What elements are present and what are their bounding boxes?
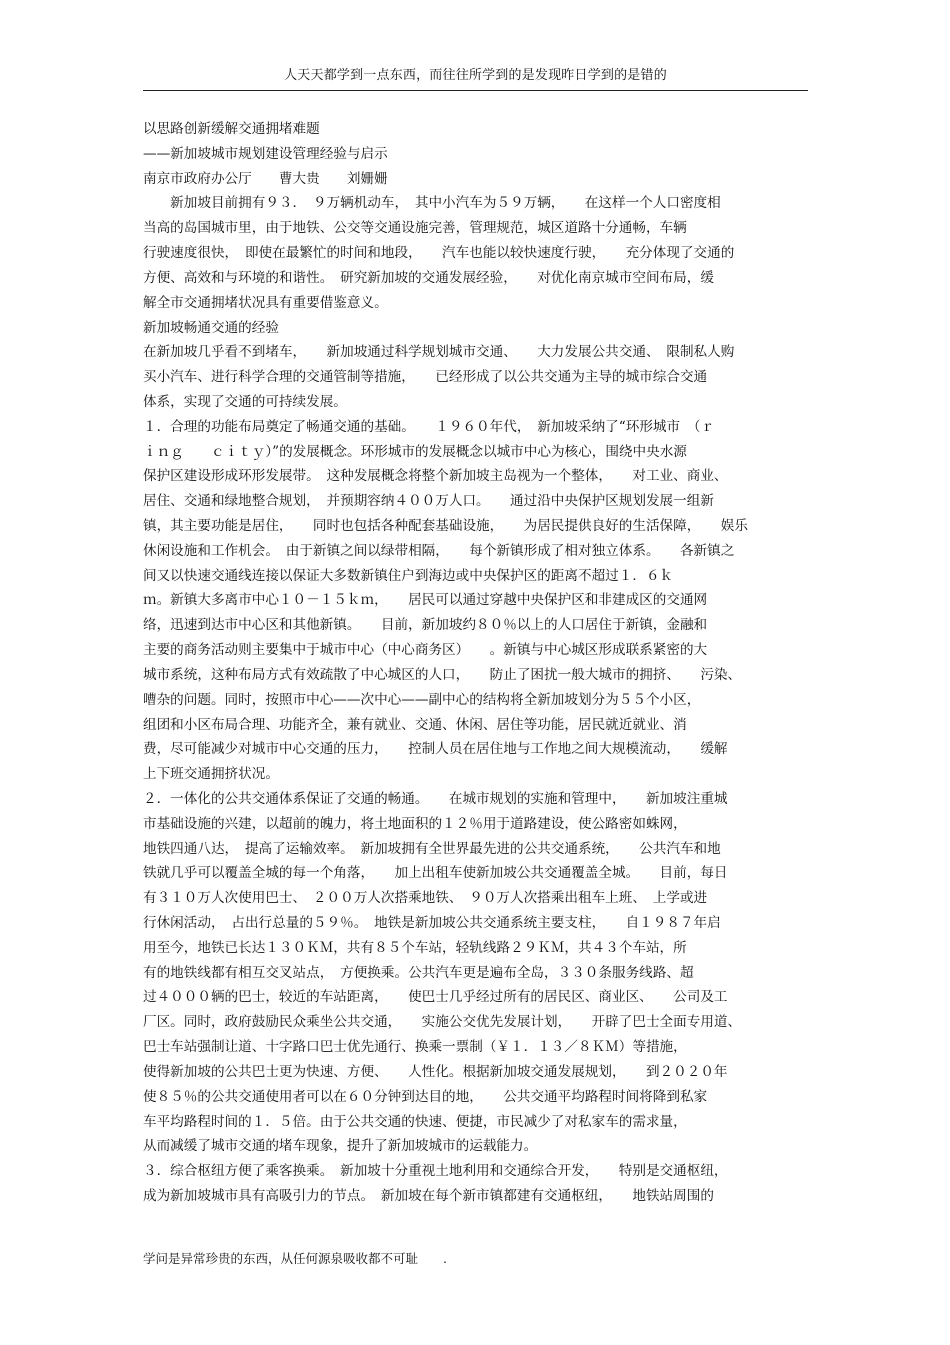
text-line: 过４０００辆的巴士，较近的车站距离， 使巴士几乎经过所有的居民区、商业区、 公司及工 — [143, 989, 728, 1006]
text-line: 休闲设施和工作机会。 由于新镇之间以绿带相隔， 每个新镇形成了相对独立体系。 各新镇之 — [143, 542, 735, 559]
text-line: 用至今，地铁已长达１３０ＫＭ，共有８５个车站，轻轨线路２９ＫＭ，共４３个车站，所 — [143, 939, 687, 956]
text-line: 方便、高效和与环境的和谐性。 研究新加坡的交通发展经验， 对优化南京城市空间布局，缓 — [143, 269, 714, 286]
text-line: 居住、交通和绿地整合规划， 并预期容纳４００万人口。 通过沿中央保护区规划发展一组新 — [143, 493, 714, 510]
text-line: ｍ。新镇大多离市中心１０－１５ｋｍ， 居民可以通过穿越中央保护区和非建成区的交通网 — [143, 592, 708, 609]
text-line: 行驶速度很快， 即使在最繁忙的时间和地段， 汽车也能以较快速度行驶， 充分体现了交通的 — [143, 245, 735, 262]
text-line: 费，尽可能减少对城市中心交通的压力， 控制人员在居住地与工作地之间大规模流动， 缓解 — [143, 741, 728, 758]
text-line: 行休闲活动， 占出行总量的５９％。 地铁是新加坡公共交通系统主要支柱， 自１９８７年启 — [143, 915, 721, 931]
text-line: 车平均路程时间的１．５倍。由于公共交通的快速、便捷，市民减少了对私家车的需求量， — [143, 1113, 687, 1130]
text-line: 厂区。同时，政府鼓励民众乘坐公共交通， 实施公交优先发展计划， 开辟了巴士全面专用道、 — [143, 1014, 742, 1031]
text-line: 地铁四通八达， 提高了运输效率。 新加坡拥有全世界最先进的公共交通系统， 公共汽车和地 — [143, 840, 721, 857]
text-line: 解全市交通拥堵状况具有重要借鉴意义。 — [143, 294, 388, 311]
text-line: ２．一体化的公共交通体系保证了交通的畅通。 在城市规划的实施和管理中， 新加坡注重城 — [143, 790, 728, 807]
text-line: 嘈杂的问题。同时，按照市中心——次中心——副中心的结构将全新加坡划分为５５个小区， — [143, 691, 701, 708]
header-divider — [143, 90, 808, 91]
text-line: 以思路创新缓解交通拥堵难题 — [143, 121, 320, 137]
text-line: 镇，其主要功能是居住， 同时也包括各种配套基础设施， 为居民提供良好的生活保障， 娱乐 — [143, 518, 748, 534]
text-line: 买小汽车、进行科学合理的交通管制等措施， 已经形成了以公共交通为主导的城市综合交通 — [143, 369, 708, 386]
text-line: 成为新加坡城市具有高吸引力的节点。 新加坡在每个新市镇都建有交通枢纽， 地铁站周围的 — [143, 1187, 714, 1204]
text-line: 络，迅速到达市中心区和其他新镇。 目前，新加坡约８０％以上的人口居住于新镇，金融和 — [143, 617, 708, 634]
page-footer: 学问是异常珍贵的东西，从任何源泉吸收都不可耻 . — [143, 1251, 447, 1266]
text-line: 当高的岛国城市里，由于地铁、公交等交通设施完善，管理规范，城区道路十分通畅，车辆 — [143, 220, 687, 237]
text-line: 新加坡畅通交通的经验 — [143, 319, 279, 336]
text-line: 市基础设施的兴建，以超前的魄力，将土地面积的１２％用于道路建设，使公路密如蛛网， — [143, 815, 687, 832]
text-line: 使得新加坡的公共巴士更为快速、方便、 人性化。根据新加坡交通发展规划， 到２０２０年 — [143, 1063, 728, 1080]
text-line: １．合理的功能布局奠定了畅通交通的基础。 １９６０年代， 新加坡采纳了“环形城市 （ｒ — [143, 418, 715, 435]
text-line: 体系，实现了交通的可持续发展。 — [143, 393, 347, 410]
text-line: 城市系统，这种布局方式有效疏散了中心城区的人口， 防止了困扰一般大城市的拥挤、 污染、 — [143, 666, 742, 683]
text-line: 新加坡目前拥有９３． ９万辆机动车， 其中小汽车为５９万辆， 在这样一个人口密度相 — [143, 195, 721, 212]
text-line: 南京市政府办公厅 曹大贵 刘姗姗 — [143, 170, 388, 187]
text-line: 保护区建设形成环形发展带。 这种发展概念将整个新加坡主岛视为一个整体， 对工业、商业、 — [143, 468, 728, 485]
text-line: ３．综合枢纽方便了乘客换乘。 新加坡十分重视土地利用和交通综合开发， 特别是交通枢纽， — [143, 1163, 728, 1180]
text-line: 在新加坡几乎看不到堵车， 新加坡通过科学规划城市交通、 大力发展公共交通、 限制私人购 — [143, 344, 735, 361]
text-line: 间又以快速交通线连接以保证大多数新镇住户到海边或中央保护区的距离不超过１．６ｋ — [143, 567, 674, 584]
document-body — [143, 117, 808, 1209]
text-line: 从而减缓了城市交通的堵车现象，提升了新加坡城市的运载能力。 — [143, 1138, 538, 1155]
text-line: 主要的商务活动则主要集中于城市中心（中心商务区） 。新镇与中心城区形成联系紧密的大 — [143, 642, 708, 659]
text-line: 使８５％的公共交通使用者可以在６０分钟到达目的地， 公共交通平均路程时间将降到私家 — [143, 1088, 708, 1105]
text-line: 巴士车站强制让道、十字路口巴士优先通行、换乘一票制（￥１．１３／８ＫＭ）等措施， — [143, 1039, 687, 1056]
text-line: 上下班交通拥挤状况。 — [143, 766, 279, 783]
text-line: 铁就几乎可以覆盖全城的每一个角落， 加上出租车使新加坡公共交通覆盖全城。 目前，每日 — [143, 865, 728, 882]
text-line: 有３１０万人次使用巴士、 ２００万人次搭乘地铁、 ９０万人次搭乘出租车上班、 上学或进 — [143, 890, 708, 907]
page-header: 人天天都学到一点东西，而往往所学到的是发现昨日学到的是错的 — [284, 68, 667, 83]
text-line: ——新加坡城市规划建设管理经验与启示 — [143, 145, 388, 162]
text-line: 组团和小区布局合理、功能齐全，兼有就业、交通、休闲、居住等功能，居民就近就业、消 — [143, 716, 687, 733]
text-line: 有的地铁线都有相互交叉站点， 方便换乘。公共汽车更是遍布全岛，３３０条服务线路、超 — [143, 964, 694, 981]
text-line: ｉｎｇ ｃｉｔｙ）”的发展概念。环形城市的发展概念以城市中心为核心，围绕中央水源 — [143, 443, 687, 460]
